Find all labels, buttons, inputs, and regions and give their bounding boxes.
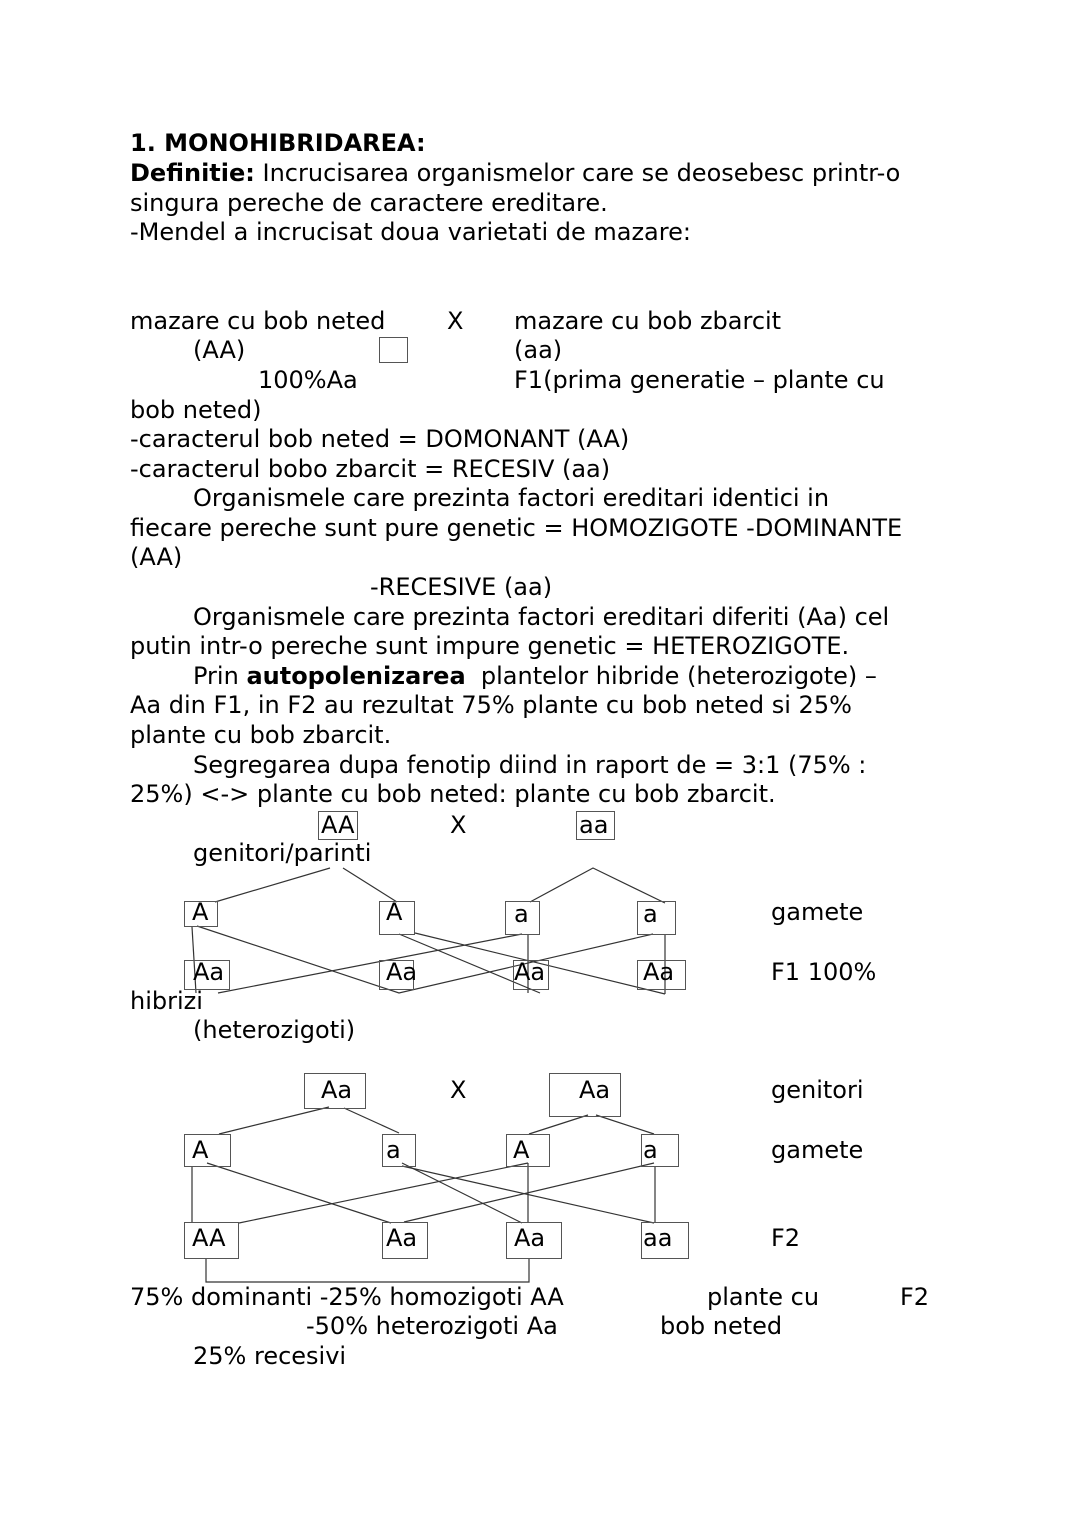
cross-left: mazare cu bob neted [130,307,386,335]
summary-line: 25% recesivi [193,1342,347,1370]
f2-genotype: AA [192,1224,226,1252]
summary-line: -50% heterozigoti Aa [306,1312,558,1340]
cross-symbol: X [447,307,464,335]
f1-percent: 100%Aa [258,366,358,394]
parents-label: genitori/parinti [193,839,372,867]
text-line: Segregarea dupa fenotip diind in raport de = 3:1 (75% : [193,751,867,779]
text-line: fiecare pereche sunt pure genetic = HOMOZIGOTE -DOMINANTE [130,514,903,542]
definition-label: Definitie: [130,159,255,187]
parents-label: genitori [771,1076,864,1104]
cross-symbol: X [450,1076,467,1104]
summary-note: plante cu [707,1283,820,1311]
text-span: Prin [193,662,247,690]
cross-right: mazare cu bob zbarcit [514,307,782,335]
f1-description: F1(prima generatie – plante cu [514,366,885,394]
text-line: plante cu bob zbarcit. [130,721,392,749]
text-span: plantelor hibride (heterozigote) – [465,662,877,690]
gamete: A [192,898,209,926]
bold-term: autopolenizarea [246,662,466,690]
genotype-right: (aa) [514,336,563,364]
definition-text: Incrucisarea organismelor care se deosebesc printr-o [254,159,901,187]
summary-generation: F2 [900,1283,930,1311]
genotype-left: (AA) [193,336,246,364]
heterozygotes-label: (heterozigoti) [193,1016,356,1044]
gamete: A [192,1136,209,1164]
f1-genotype: Aa [386,958,418,986]
parent-genotype: aa [579,811,609,839]
gamete: a [643,900,658,928]
text-line: 25%) <-> plante cu bob neted: plante cu bob zbarcit. [130,780,776,808]
text-line: -RECESIVE (aa) [370,573,553,601]
summary-note: bob neted [660,1312,783,1340]
cross-symbol: X [450,811,467,839]
text-line: bob neted) [130,396,262,424]
gamete: A [513,1136,530,1164]
text-line: Aa din F1, in F2 au rezultat 75% plante cu bob neted si 25% [130,691,852,719]
parent-genotype: Aa [321,1076,353,1104]
gametes-label: gamete [771,898,864,926]
text-line: Organismele care prezinta factori ereditari identici in [193,484,830,512]
parent-genotype: AA [321,811,355,839]
f2-genotype: Aa [386,1224,418,1252]
gamete: a [643,1136,658,1164]
text-line: (AA) [130,543,183,571]
section-heading: 1. MONOHIBRIDAREA: [130,129,426,157]
f1-genotype: Aa [193,958,225,986]
summary-line: 75% dominanti -25% homozigoti AA [130,1283,564,1311]
gamete: a [514,900,529,928]
hybrids-label: hibrizi [130,987,203,1015]
text-line: -caracterul bob neted = DOMONANT (AA) [130,425,630,453]
gametes-label: gamete [771,1136,864,1164]
gamete: a [386,1136,401,1164]
text-line: -caracterul bobo zbarcit = RECESIV (aa) [130,455,611,483]
parent-genotype: Aa [579,1076,611,1104]
f2-label: F2 [771,1224,801,1252]
text-line: putin intr-o pereche sunt impure genetic = HETEROZIGOTE. [130,632,850,660]
f1-label: F1 100% [771,958,877,986]
f2-genotype: aa [643,1224,673,1252]
text-line: -Mendel a incrucisat doua varietati de mazare: [130,218,691,246]
f1-genotype: Aa [643,958,675,986]
text-line: Organismele care prezinta factori ereditari diferiti (Aa) cel [193,603,890,631]
f2-genotype: Aa [514,1224,546,1252]
text-line: singura pereche de caractere ereditare. [130,189,608,217]
gamete: A [386,898,403,926]
f1-genotype: Aa [514,958,546,986]
